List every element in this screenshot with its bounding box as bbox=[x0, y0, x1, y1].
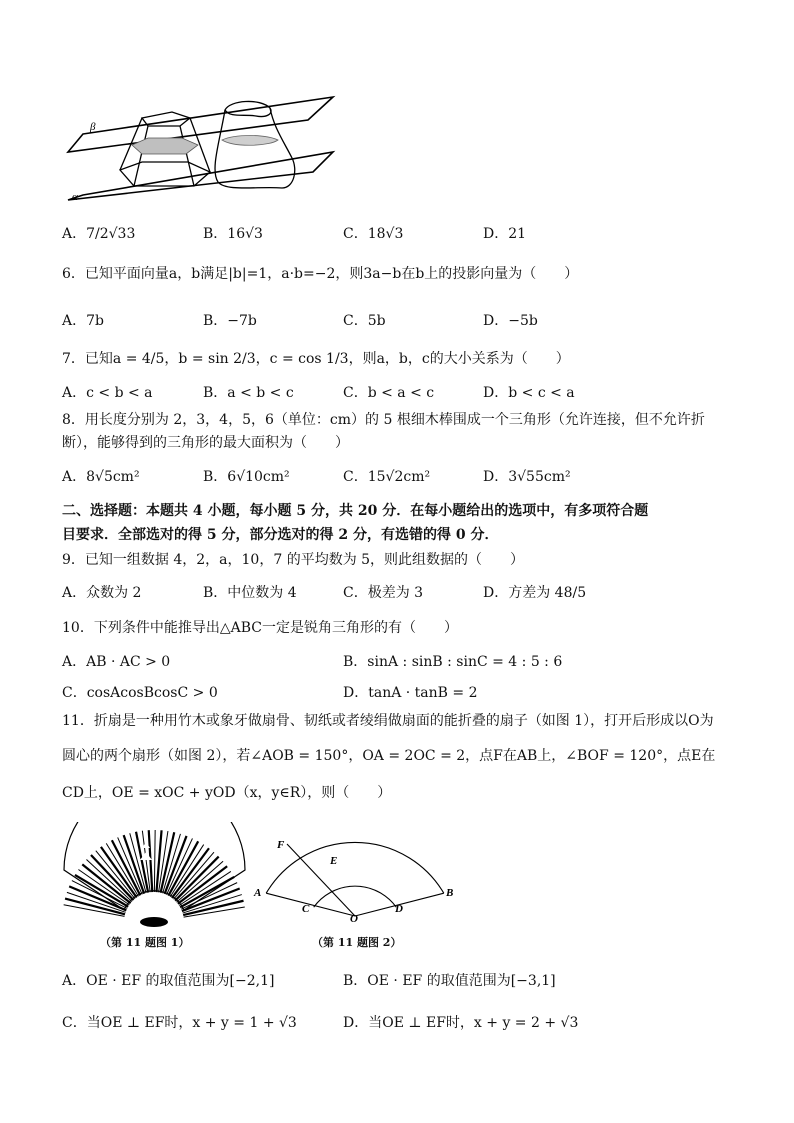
q11-option-b: B．OE · EF 的取值范围为[−3,1] bbox=[343, 973, 556, 989]
fan-rib bbox=[154, 830, 155, 892]
plane-alpha-label: α bbox=[72, 191, 78, 203]
q6-option-d: D．−5b bbox=[483, 313, 538, 329]
q7-option-b: B．a < b < c bbox=[203, 385, 294, 401]
q5-option-a: A．7/2√33 bbox=[62, 226, 136, 242]
fig2-label-f: F bbox=[277, 839, 285, 851]
q8-stem-line2: 断），能够得到的三角形的最大面积为（ ） bbox=[62, 435, 349, 451]
q11-sector-diagram bbox=[250, 812, 460, 922]
q9-option-d: D．方差为 48/5 bbox=[483, 585, 587, 601]
q5-figure bbox=[60, 90, 340, 206]
fig2-label-b: B bbox=[446, 887, 454, 899]
q9-option-b: B．中位数为 4 bbox=[203, 585, 297, 601]
q11-option-c: C．当OE ⊥ EF时，x + y = 1 + √3 bbox=[62, 1015, 297, 1031]
q11-option-d: D．当OE ⊥ EF时，x + y = 2 + √3 bbox=[343, 1015, 579, 1031]
fig2-label-a: A bbox=[254, 887, 262, 899]
fig2-label-d: D bbox=[395, 903, 403, 915]
q10-option-b: B．sinA : sinB : sinC = 4 : 5 : 6 bbox=[343, 654, 563, 670]
q6-option-c: C．5b bbox=[343, 313, 386, 329]
section2-heading-line2: 目要求．全部选对的得 5 分，部分选对的得 2 分，有选错的得 0 分． bbox=[62, 527, 499, 543]
q11-option-a: A．OE · EF 的取值范围为[−2,1] bbox=[62, 973, 275, 989]
q9-option-a: A．众数为 2 bbox=[62, 585, 142, 601]
q6-option-a: A．7b bbox=[62, 313, 104, 329]
q11-stem-line2: 圆心的两个扇形（如图 2），若∠AOB = 150°，OA = 2OC = 2，点F在AB上，∠BOF = 120°，点E在 bbox=[62, 748, 716, 764]
q9-stem: 9．已知一组数据 4，2，a，10，7 的平均数为 5，则此组数据的（ ） bbox=[62, 552, 525, 568]
q11-stem-line3: CD上，OE = xOC + yOD（x，y∈R），则（ ） bbox=[62, 785, 392, 801]
q8-option-c: C．15√2cm² bbox=[343, 469, 431, 485]
q5-option-d: D．21 bbox=[483, 226, 527, 242]
fig2-label-o: O bbox=[350, 913, 358, 922]
q11-stem-line1: 11．折扇是一种用竹木或象牙做扇骨、韧纸或者绫绢做扇面的能折叠的扇子（如图 1），打开后形成以O为 bbox=[62, 713, 714, 729]
q10-option-d: D．tanA · tanB = 2 bbox=[343, 685, 478, 701]
q6-stem: 6．已知平面向量a，b满足|b|=1，a·b=−2，则3a−b在b上的投影向量为（ ） bbox=[62, 266, 579, 282]
q8-option-a: A．8√5cm² bbox=[62, 469, 140, 485]
q8-stem-line1: 8．用长度分别为 2，3，4，5，6（单位：cm）的 5 根细木棒围成一个三角形（允许连接，但不允许折 bbox=[62, 412, 705, 428]
q7-option-d: D．b < c < a bbox=[483, 385, 575, 401]
q8-option-b: B．6√10cm² bbox=[203, 469, 290, 485]
q7-stem: 7．已知a = 4/5，b = sin 2/3，c = cos 1/3，则a，b，c的大小关系为（ ） bbox=[62, 351, 570, 367]
q10-option-a: A．AB · AC > 0 bbox=[62, 654, 171, 670]
q10-stem: 10．下列条件中能推导出△ABC一定是锐角三角形的有（ ） bbox=[62, 620, 458, 636]
fig1-caption: （第 11 题图 1） bbox=[100, 936, 190, 949]
q11-fan-photo bbox=[62, 822, 247, 932]
q8-option-d: D．3√55cm² bbox=[483, 469, 571, 485]
fig2-label-e: E bbox=[330, 855, 338, 867]
fig2-label-c: C bbox=[302, 903, 310, 915]
q6-option-b: B．−7b bbox=[203, 313, 257, 329]
q7-option-c: C．b < a < c bbox=[343, 385, 435, 401]
section2-heading-line1: 二、选择题：本题共 4 小题，每小题 5 分，共 20 分．在每小题给出的选项中，有多项符合题 bbox=[62, 503, 649, 519]
q5-option-c: C．18√3 bbox=[343, 226, 404, 242]
q10-option-c: C．cosAcosBcosC > 0 bbox=[62, 685, 218, 701]
q9-option-c: C．极差为 3 bbox=[343, 585, 424, 601]
fan-rib bbox=[156, 830, 161, 892]
plane-beta-label: β bbox=[90, 121, 96, 133]
q7-option-a: A．c < b < a bbox=[62, 385, 153, 401]
q5-option-b: B．16√3 bbox=[203, 226, 263, 242]
fig2-caption: （第 11 题图 2） bbox=[312, 936, 402, 949]
